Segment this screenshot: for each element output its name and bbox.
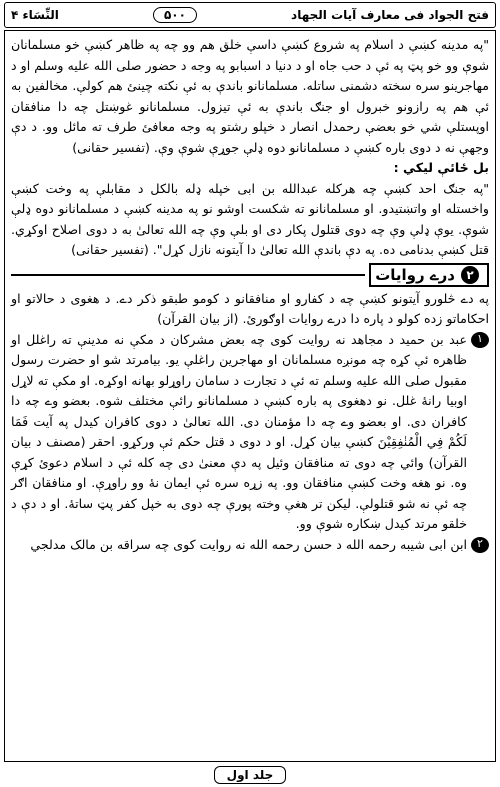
section-title-box [369,263,489,287]
quote-paragraph-1: "په مدینه کښې د اسلام په شروع کښې داسې خلق هم وو چه په ظاهر کښې خو مسلمانان شوې وو خو پټ په ئې د حب جاه او د دنیا د اسبابو په وجه د حضور صلی الله علیه وسلم او د مهاجرینو سره سخته دشمنی ساتله. مسلمانانو باندې به ئې نکته چینئ هم کولې. مخالفین به ئې هم په رازونو خبرول او جنګ باندې به ئې تیزول. مسلمانانو غوښتل چه دا منافقان اوپستلې شي خو بعضې رحمدل انصار د خپلو رشتو په وجه معافئ طرف ته مائل وو. د دې وجهې نه د دوی باره کښې د مسلمانانو دوه ډلې جوړې شوې وې. (تفسیر حقانی) [11,37,489,155]
section-title: درے روایات [375,265,455,284]
page-footer [0,764,500,783]
section-number: ۲ [461,266,479,284]
item-bullet: ۱ [471,332,489,348]
item-text: ابن ابی شیبه رحمه الله د حسن رحمه الله نه روایت کوی چه سراقه بن مالک مدلجي [30,536,467,552]
item-text: عبد بن حمید د مجاهد نه روایت کوی چه بعض مشرکان د مکې نه مدینې ته راغلل او ظاهره ئې کړه چه مونږه مسلمانان او مهاجرین راغلې یو. بیامرتد شو او حضرت رسول مقبول صلی الله علیه وسلم ته ئې د تجارت د سامان راوړلو بهانه اوکړه. او مکې ته لاړل اوبیا رانهٔ غلل. نو دهغوی په باره کښې د مسلمانانو رائې مختلف شوه. بعضو وے چه دا کافران دی. او بعضو وے چه دا مؤمنان دی. الله تعالیٰ د دوی کافران کیدل په آیت فَمَا لَكُمْ فِي الْمُنٰفِقِيْنَ کښې بیان کړل. او د دوی د قتل حکم ئې ورکړو. احقر (مصنف د بیان القرآن) وائي چه دوی ته منافقان وئیل په دې معنیٰ دی چه کله ئې د اسلام دعوئ کړې وه. نو هغه وخت کښې منافقان وو. په زړه سره ئې ایمان نهٔ وو راوړې. او منافقان اګر چه ئې نه شو قتلولې. لیکن تر هغې وخته پورې چه دوی به خپل کفر پټ ساتهٔ. او د دې د خلقو مرتد کیدل ښکاره شوې وو. [11,331,467,531]
book-title: فتح الجواد فی معارف آیات الجهاد [291,8,489,22]
list-item [11,535,489,556]
section-rule [11,274,365,276]
section-heading [11,263,489,287]
item-bullet: ۲ [471,537,489,553]
content-frame [4,30,496,762]
quote-intro: بل ځائې لیکي : [393,160,489,175]
volume-label: جلد اول [214,766,287,784]
page-number: ۵۰۰ [153,7,197,23]
page-header [4,2,496,28]
list-item [11,330,489,535]
surah-title: النِّسَاء ۴ [11,8,59,22]
quote-paragraph-2: "په جنګ احد کښې چه هرکله عبدالله بن ابی خپله ډله بالکل د مقابلې په وخت کښې واخستله او واتښتیدو. او مسلمانانو ته شکست اوشو نو په مدینه کښې د مسلمانانو دوه ډلې شوې. یوې ډلې وې چه دوی قتلول پکار دی او بلې وې چه الله تعالیٰ به د دوی اصلاح اوکړي. قتل کښې بدنامی ده. په دې باندې الله تعالیٰ دا آیتونه نازل کړل". (تفسیر حقانی) [11,180,489,257]
section-intro: په دے څلورو آیتونو کښې چه د کفارو او منافقانو د کومو طبقو ذکر دے. د هغوی د حالاتو او احکاماتو زده کولو د پاره دا درے روایات اوګورئ. (از بیان القرآن) [11,290,489,326]
quote-block [11,35,489,261]
